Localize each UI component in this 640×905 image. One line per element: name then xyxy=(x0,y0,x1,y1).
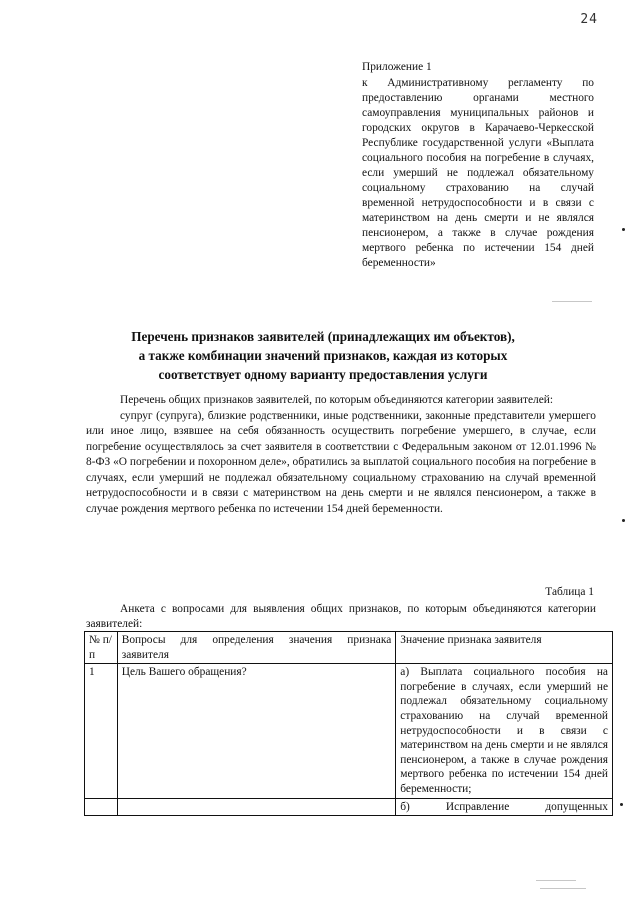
page-number: 24 xyxy=(580,12,598,27)
row-num-continued xyxy=(85,798,118,816)
table-header-row xyxy=(85,632,613,664)
appendix-text: к Административному регламенту по предоставлению органами местного самоуправления муниципальных районов и городских округов в Карачаево-Черкесской Республике государственной услуги «Выплата социального пособия на погребение в случаях, если умерший не подлежал обязательному социальному страхованию на случай временной нетрудоспособности и в связи с материнством на день смерти и не являлся пенсионером, а также в случае рождения мертвого ребенка по истечении 154 дней беременности» xyxy=(362,77,594,269)
questionnaire-table xyxy=(84,631,613,816)
appendix-heading: Приложение 1 xyxy=(362,61,432,73)
table-label: Таблица 1 xyxy=(545,586,594,598)
scan-speck xyxy=(620,803,623,806)
intro-section xyxy=(86,393,596,517)
title-line-3: соответствует одному варианту предоставления услуги xyxy=(158,367,488,382)
document-title xyxy=(88,327,558,384)
scan-noise xyxy=(552,301,592,302)
row-value-cell xyxy=(396,664,613,798)
scan-speck xyxy=(622,228,625,231)
table-row xyxy=(85,664,613,798)
title-line-1: Перечень признаков заявителей (принадлежащих им объектов), xyxy=(131,329,515,344)
row-num: 1 xyxy=(85,664,118,798)
scan-speck xyxy=(622,519,625,522)
header-value: Значение признака заявителя xyxy=(396,632,613,664)
table-row xyxy=(85,798,613,816)
row-question: Цель Вашего обращения? xyxy=(117,664,396,798)
title-line-2: а также комбинации значений признаков, каждая из которых xyxy=(138,348,508,363)
intro-paragraph-2: супруг (супруга), близкие родственники, иные родственники, законные представители умершего или иное лицо, взявшее на себя обязанность осуществить погребение умершего, в случае, если погребение осуществлялось за счет заявителя в соответствии с Федеральным законом от 12.01.1996 № 8-ФЗ «О погребении и похоронном деле», обратились за выплатой социального пособия на погребение в случаях, если умерший не подлежал обязательному социальному страхованию на случай временной нетрудоспособности и в связи с материнством на день смерти и не являлся пенсионером, а также в случае рождения мертвого ребенка по истечении 154 дней беременности. xyxy=(86,409,596,515)
scan-noise xyxy=(536,880,576,881)
answer-option-b: б) Исправление допущенных xyxy=(400,800,608,813)
header-num: № п/п xyxy=(85,632,118,664)
appendix-block xyxy=(362,60,594,271)
row-value-cell xyxy=(396,798,613,816)
scan-noise xyxy=(540,888,586,889)
header-question: Вопросы для определения значения признака заявителя xyxy=(117,632,396,664)
intro-paragraph-1: Перечень общих признаков заявителей, по которым объединяются категории заявителей: xyxy=(120,394,554,406)
table-caption: Анкета с вопросами для выявления общих признаков, по которым объединяются категории заявителей: xyxy=(86,603,596,630)
answer-option-a: а) Выплата социального пособия на погребение в случаях, если умерший не подлежал обязательному социальному страхованию на случай временной нетрудоспособности и в связи с материнством на день смерти и не являлся пенсионером, а также в случае рождения мертвого ребенка по истечении 154 дней беременности; xyxy=(400,666,608,795)
row-question-continued xyxy=(117,798,396,816)
